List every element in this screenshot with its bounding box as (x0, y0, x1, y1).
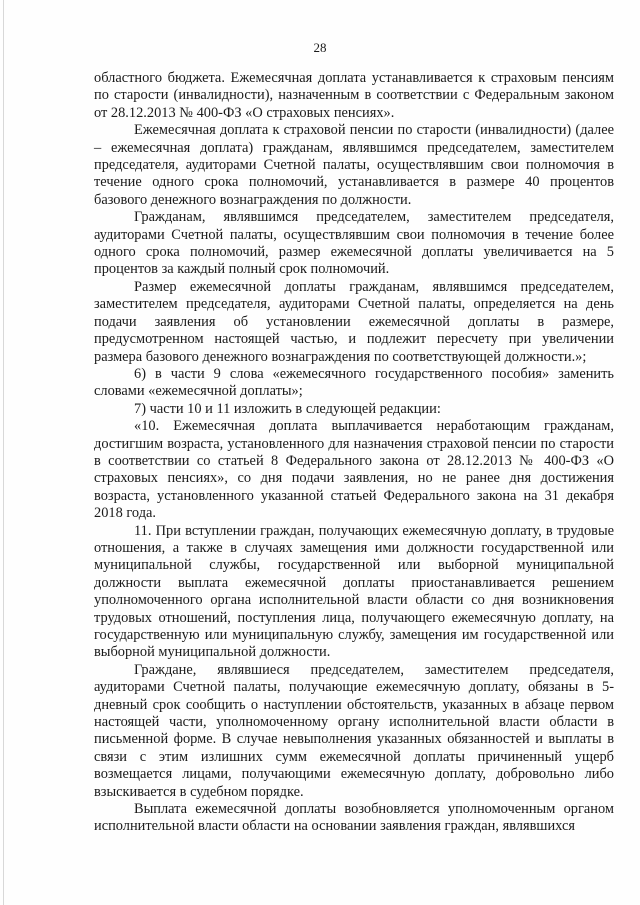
paragraph-8: 11. При вступлении граждан, получающих ежемесячную доплату, в трудовые отношения, а также в случаях замещения ими должности государственной или муниципальной службы, государственной или выборной муниципальной должности выплата ежемесячной доплаты приостанавливается решением уполномоченного органа исполнительной власти области со дня возникновения трудовых отношений, поступления лица, получающего ежемесячную доплату, на государственную или муниципальную службу, замещения им государственной или выборной муниципальной должности. (94, 522, 614, 661)
page-number: 28 (313, 40, 327, 55)
paragraph-5: 6) в части 9 слова «ежемесячного государственного пособия» заменить словами «ежемесячной доплаты»; (94, 365, 614, 400)
paragraph-6: 7) части 10 и 11 изложить в следующей редакции: (134, 400, 441, 417)
paragraph-9: Граждане, являвшиеся председателем, заместителем председателя, аудиторами Счетной палаты, получающие ежемесячную доплату, обязаны в 5-дневный срок сообщить о наступлении обстоятельств, указанных в абзаце первом настоящей части, уполномоченному органу исполнительной власти области в письменной форме. В случае невыполнения указанных обязанностей и выплаты в связи с этим излишних сумм ежемесячной доплаты причиненный ущерб возмещается лицами, получающими ежемесячную доплату, добровольно либо взыскивается в судебном порядке. (94, 661, 614, 800)
paragraph-7: «10. Ежемесячная доплата выплачивается неработающим гражданам, достигшим возраста, установленного для назначения страховой пенсии по старости в соответствии со статьей 8 Федерального закона от 28.12.2013 № 400-ФЗ «О страховых пенсиях», со дня подачи заявления, но не ранее дня достижения возраста, установленного указанной статьей Федерального закона на 31 декабря 2018 года. (94, 418, 614, 522)
paragraph-4: Размер ежемесячной доплаты гражданам, являвшимся председателем, заместителем председателя, аудиторами Счетной палаты, определяется на день подачи заявления об установлении ежемесячной доплаты в размере, предусмотренном настоящей частью, и подлежит пересчету при увеличении размера базового денежного вознаграждения по соответствующей должности.»; (94, 278, 614, 365)
paragraph-10: Выплата ежемесячной доплаты возобновляется уполномоченным органом исполнительной власти области на основании заявления граждан, являвшихся (94, 801, 614, 835)
paragraph-3: Гражданам, являвшимся председателем, заместителем председателя, аудиторами Счетной палаты, осуществлявшим свои полномочия в течение более одного срока полномочий, размер ежемесячной доплаты увеличивается на 5 процентов за каждый полный срок полномочий. (94, 209, 614, 278)
paragraph-1: областного бюджета. Ежемесячная доплата устанавливается к страховым пенсиям по старости (инвалидности), назначенным в соответствии с Федеральным законом от 28.12.2013 № 400-ФЗ «О страховых пенсиях». (94, 70, 614, 121)
document-body (94, 70, 614, 836)
scan-edge (3, 0, 4, 905)
paragraph-2: Ежемесячная доплата к страховой пенсии по старости (инвалидности) (далее – ежемесячная доплата) гражданам, являвшимся председателем, заместителем председателя, аудиторами Счетной палаты, осуществлявшим свои полномочия в течение одного срока полномочий, устанавливается в размере 40 процентов базового денежного вознаграждения по должности. (94, 122, 614, 208)
